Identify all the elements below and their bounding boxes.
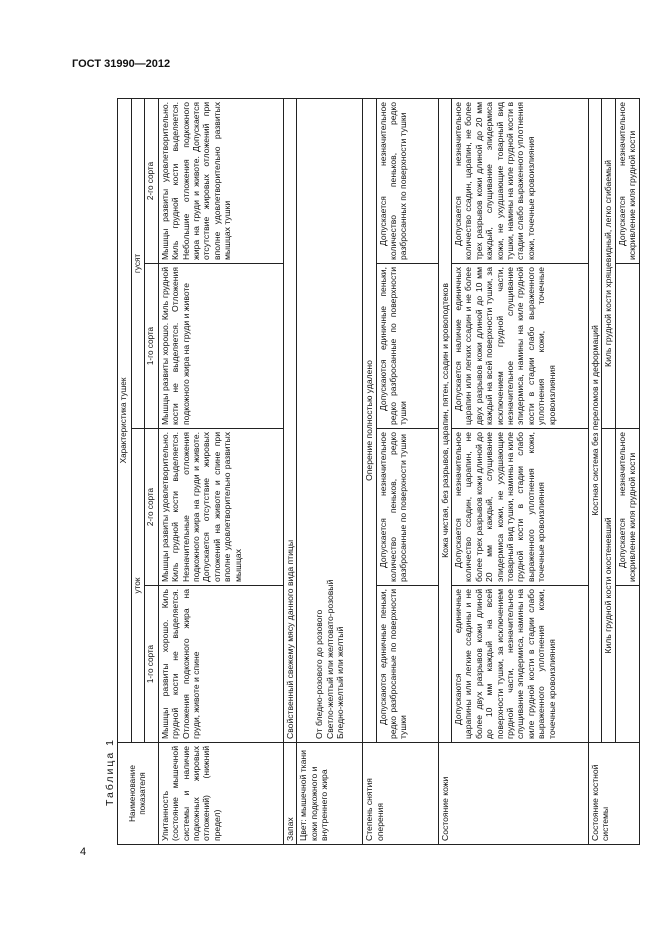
feather-full: Оперение полностью удалено [363, 98, 376, 742]
row-skin-span [438, 98, 451, 844]
bone-goose-1 [615, 264, 639, 429]
bone-span: Костная система без переломов и деформаций [589, 98, 602, 742]
row-smell [283, 98, 296, 844]
bone-duck-keel: Киль грудной кости окостеневший [602, 429, 615, 743]
row-bone-keel [602, 98, 615, 844]
color-fat: Бледно-желтый или желтый [334, 626, 345, 739]
group-duck: уток [132, 429, 145, 743]
table-grade-row [145, 98, 158, 844]
grade-duck-2: 2-го сорта [145, 429, 158, 586]
fatness-duck-1: Мышцы развиты хорошо. Киль грудной кости не выделяется. Отложения подкожного жира на груди, животе и спине [158, 586, 283, 743]
feather-goose-1: Допускаются единичные пеньки, редко разбросанные по поверхности тушки [376, 264, 438, 429]
table-group-row [132, 98, 145, 844]
row-fatness [158, 98, 283, 844]
smell-value: Свойственный свежему мясу данного вида птицы [283, 98, 296, 742]
color-name: Цвет: мышечной ткани кожи подкожного и внутреннего жира [297, 743, 363, 845]
col-header-name: Наименование показателя [118, 743, 159, 845]
color-values [297, 98, 363, 742]
bone-goose-keel: Киль грудной кости хрящевидный, легко сгибаемый [602, 98, 615, 428]
fatness-duck-2: Мышцы развиты удовлетворительно. Киль грудной кости выделяется. Незначительные отложения подкожного жира на груди и животе. Допускается отсутствие жировых отложений на животе и спине при вполне удовлетворительно развитых мышцах [158, 429, 283, 586]
row-bone [615, 98, 639, 844]
row-color [297, 98, 363, 844]
table-header-row [118, 98, 132, 844]
color-skin: Светло-желтый или желтовато-розовый [324, 579, 335, 739]
col-header-characteristics: Характеристика тушек [118, 98, 132, 742]
bone-duck-2: Допускается незначительное искривление киля грудной кости [615, 429, 639, 586]
row-skin [452, 98, 589, 844]
bone-goose-2: Допускается незначительное искривление киля грудной кости [615, 98, 639, 263]
bone-name: Состояние костной системы [589, 743, 640, 845]
skin-duck-1: Допускаются единичные царапины или легкие ссадины и не более двух разрывов кожи длиной до 10 мм каждый на всей поверхности тушки, за исключением грудной части, незначительное слущивание эпидермиса, намины на киле грудной кости в стадии слабо выраженного уплотнения кожи, точечные кровоизлияния [452, 586, 589, 743]
skin-span: Кожа чистая, без разрывов, царапин, пятен, ссадин и кровоподтеков [438, 98, 451, 742]
feather-duck-2: Допускается незначительное количество пеньков, редко разбросанные по поверхности тушки [376, 429, 438, 586]
feather-name: Степень снятия оперения [363, 743, 438, 845]
quality-table [117, 98, 640, 845]
row-bone-span [589, 98, 602, 844]
document-header: ГОСТ 31990—2012 [72, 58, 171, 70]
grade-goose-1: 1-го сорта [145, 264, 158, 429]
fatness-goose-1: Мышцы развиты хорошо. Киль грудной кости не выделяется. Отложения подкожного жира на груди и животе [158, 264, 283, 429]
rotated-table-container [117, 99, 638, 845]
fatness-goose-2: Мышцы развиты удовлетворительно. Киль грудной кости выделяется. Небольшие отложения подкожного жира на груди и животе. Допускается отсутствие жировых отложений при вполне удовлетворительно развитых мышцах тушки [158, 98, 283, 263]
color-muscle: От бледно-розового до розового [314, 609, 325, 739]
grade-duck-1: 1-го сорта [145, 586, 158, 743]
skin-name: Состояние кожи [438, 743, 588, 845]
feather-goose-2: Допускается незначительное количество пеньков, редко разбросанных по поверхности тушки [376, 98, 438, 263]
table-caption: Таблица 1 [104, 738, 116, 806]
page-number: 4 [80, 846, 87, 858]
row-feather-span [363, 98, 376, 844]
skin-goose-1: Допускается наличие единичных царапин или легких ссадин и не более двух разрывов кожи длиной до 10 мм каждый на всей поверхности тушки, за исключением грудной части, незначительное слущивание эпидермиса, намины на киле грудной кости в стадии слабо выраженного уплотнения кожи, точечные кровоизлияния [452, 264, 589, 429]
row-feather [376, 98, 438, 844]
feather-duck-1: Допускаются единичные пеньки, редко разбросанные по поверхности тушки [376, 586, 438, 743]
fatness-name: Упитанность (состояние мышечной системы и наличие подкожных жировых отложений) (нижний предел) [158, 743, 283, 845]
skin-goose-2: Допускается незначительное количество ссадин, царапин, не более трех разрывов кожи длиной до 20 мм каждый, слущивание эпидермиса кожи, не ухудшающие товарный вид тушки, намины на киле грудной кости в стадии слабо выраженного уплотнения кожи, точечные кровоизлияния [452, 98, 589, 263]
bone-duck-1 [615, 586, 639, 743]
skin-duck-2: Допускается незначительное количество ссадин, царапин, не более трех разрывов кожи длиной до 20 мм каждый, слущивание эпидермиса кожи, не ухудшающие товарный вид тушки, намины на киле грудной кости в стадии слабо выраженного уплотнения кожи, точечные кровоизлияния [452, 429, 589, 586]
group-goose: гусят [132, 98, 145, 428]
grade-goose-2: 2-го сорта [145, 98, 158, 263]
smell-name: Запах [283, 743, 296, 845]
